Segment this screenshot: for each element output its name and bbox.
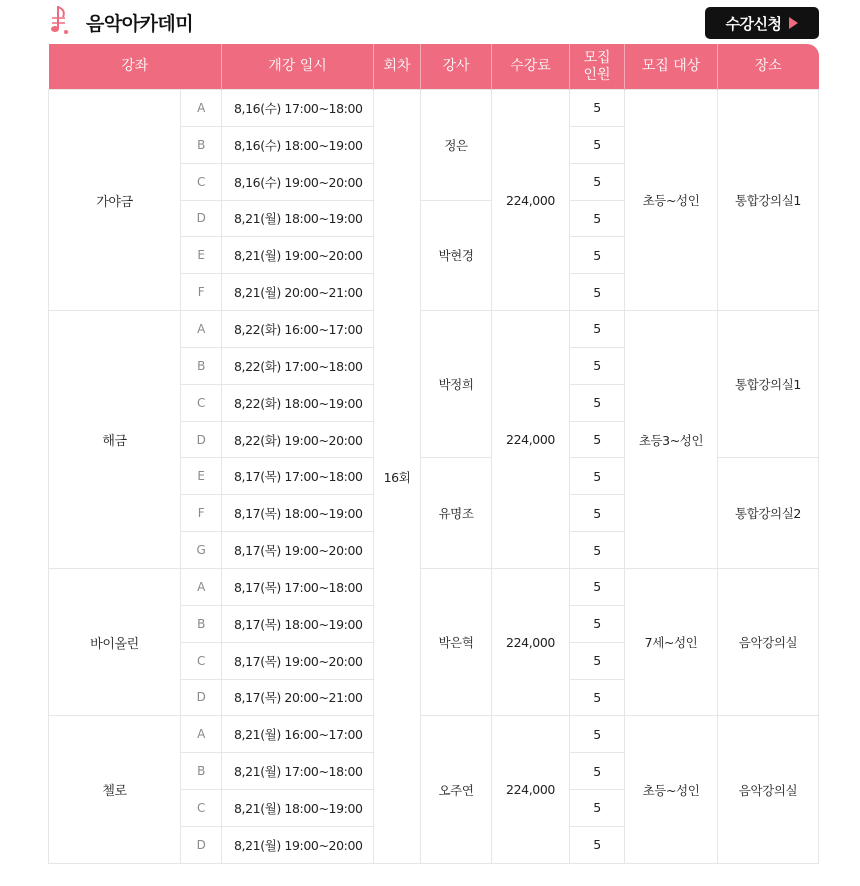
class-datetime: 8,22(화) 17:00~18:00	[222, 347, 374, 384]
class-capacity: 5	[570, 605, 625, 642]
class-code: B	[181, 347, 222, 384]
class-code: E	[181, 458, 222, 495]
class-datetime: 8,21(월) 19:00~20:00	[222, 237, 374, 274]
class-capacity: 5	[570, 458, 625, 495]
class-capacity: 5	[570, 90, 625, 127]
class-capacity: 5	[570, 679, 625, 716]
instructor-name: 박은혁	[421, 568, 492, 715]
class-code: A	[181, 568, 222, 605]
play-arrow-icon	[789, 17, 798, 29]
class-datetime: 8,16(수) 18:00~19:00	[222, 126, 374, 163]
class-datetime: 8,22(화) 18:00~19:00	[222, 384, 374, 421]
class-datetime: 8,21(월) 18:00~19:00	[222, 790, 374, 827]
class-code: F	[181, 274, 222, 311]
course-target: 초등~성인	[625, 90, 718, 311]
schedule-body	[49, 90, 819, 864]
course-place: 통합강의실1	[718, 90, 819, 311]
column-header-instructor: 강사	[421, 44, 492, 90]
column-header-sessions: 회차	[374, 44, 421, 90]
class-datetime: 8,21(월) 17:00~18:00	[222, 753, 374, 790]
class-capacity: 5	[570, 495, 625, 532]
course-place: 음악강의실	[718, 568, 819, 715]
class-capacity: 5	[570, 642, 625, 679]
class-code: D	[181, 421, 222, 458]
course-place: 음악강의실	[718, 716, 819, 864]
apply-button[interactable]	[705, 7, 819, 39]
class-capacity: 5	[570, 311, 625, 348]
class-capacity: 5	[570, 274, 625, 311]
column-header-fee: 수강료	[492, 44, 570, 90]
class-capacity: 5	[570, 790, 625, 827]
table-header-row	[49, 44, 819, 90]
course-name: 바이올린	[49, 568, 181, 715]
class-code: F	[181, 495, 222, 532]
instructor-name: 오주연	[421, 716, 492, 864]
class-code: C	[181, 642, 222, 679]
class-capacity: 5	[570, 200, 625, 237]
class-code: C	[181, 163, 222, 200]
course-target: 초등3~성인	[625, 311, 718, 569]
class-code: G	[181, 532, 222, 569]
class-datetime: 8,21(월) 20:00~21:00	[222, 274, 374, 311]
class-code: A	[181, 311, 222, 348]
course-name: 가야금	[49, 90, 181, 311]
class-capacity: 5	[570, 716, 625, 753]
course-target: 7세~성인	[625, 568, 718, 715]
column-header-place: 장소	[718, 44, 819, 90]
class-datetime: 8,17(목) 17:00~18:00	[222, 568, 374, 605]
course-fee: 224,000	[492, 311, 570, 569]
class-datetime: 8,17(목) 17:00~18:00	[222, 458, 374, 495]
class-code: A	[181, 716, 222, 753]
table-row	[49, 716, 819, 753]
class-code: E	[181, 237, 222, 274]
class-datetime: 8,22(화) 16:00~17:00	[222, 311, 374, 348]
course-place: 통합강의실2	[718, 458, 819, 569]
table-row	[49, 311, 819, 348]
column-header-capacity: 모집 인원	[570, 44, 625, 90]
class-capacity: 5	[570, 384, 625, 421]
class-datetime: 8,17(목) 19:00~20:00	[222, 642, 374, 679]
class-code: B	[181, 605, 222, 642]
table-row	[49, 568, 819, 605]
class-capacity: 5	[570, 826, 625, 863]
course-fee: 224,000	[492, 90, 570, 311]
class-capacity: 5	[570, 126, 625, 163]
class-datetime: 8,17(목) 19:00~20:00	[222, 532, 374, 569]
class-datetime: 8,17(목) 18:00~19:00	[222, 605, 374, 642]
music-note-logo-icon	[50, 4, 72, 36]
session-count: 16회	[374, 90, 421, 864]
class-capacity: 5	[570, 237, 625, 274]
column-header-target: 모집 대상	[625, 44, 718, 90]
instructor-name: 정은	[421, 90, 492, 201]
apply-button-label: 수강신청	[725, 14, 782, 33]
class-datetime: 8,16(수) 19:00~20:00	[222, 163, 374, 200]
class-capacity: 5	[570, 568, 625, 605]
class-datetime: 8,21(월) 18:00~19:00	[222, 200, 374, 237]
course-name: 해금	[49, 311, 181, 569]
course-fee: 224,000	[492, 716, 570, 864]
class-code: A	[181, 90, 222, 127]
class-capacity: 5	[570, 163, 625, 200]
class-code: D	[181, 826, 222, 863]
class-capacity: 5	[570, 347, 625, 384]
class-code: B	[181, 753, 222, 790]
class-capacity: 5	[570, 421, 625, 458]
column-header-course: 강좌	[49, 44, 222, 90]
page-title: 음악아카데미	[86, 13, 194, 35]
course-place: 통합강의실1	[718, 311, 819, 458]
class-datetime: 8,16(수) 17:00~18:00	[222, 90, 374, 127]
course-target: 초등~성인	[625, 716, 718, 864]
class-datetime: 8,22(화) 19:00~20:00	[222, 421, 374, 458]
column-header-datetime: 개강 일시	[222, 44, 374, 90]
class-code: B	[181, 126, 222, 163]
schedule-table	[48, 44, 819, 864]
instructor-name: 유명조	[421, 458, 492, 569]
class-datetime: 8,17(목) 18:00~19:00	[222, 495, 374, 532]
class-code: C	[181, 384, 222, 421]
class-datetime: 8,21(월) 16:00~17:00	[222, 716, 374, 753]
table-row	[49, 90, 819, 127]
class-datetime: 8,17(목) 20:00~21:00	[222, 679, 374, 716]
class-capacity: 5	[570, 532, 625, 569]
class-code: D	[181, 679, 222, 716]
page-header	[0, 0, 860, 44]
course-name: 첼로	[49, 716, 181, 864]
class-code: D	[181, 200, 222, 237]
instructor-name: 박정희	[421, 311, 492, 458]
course-fee: 224,000	[492, 568, 570, 715]
class-code: C	[181, 790, 222, 827]
class-datetime: 8,21(월) 19:00~20:00	[222, 826, 374, 863]
instructor-name: 박현경	[421, 200, 492, 311]
class-capacity: 5	[570, 753, 625, 790]
